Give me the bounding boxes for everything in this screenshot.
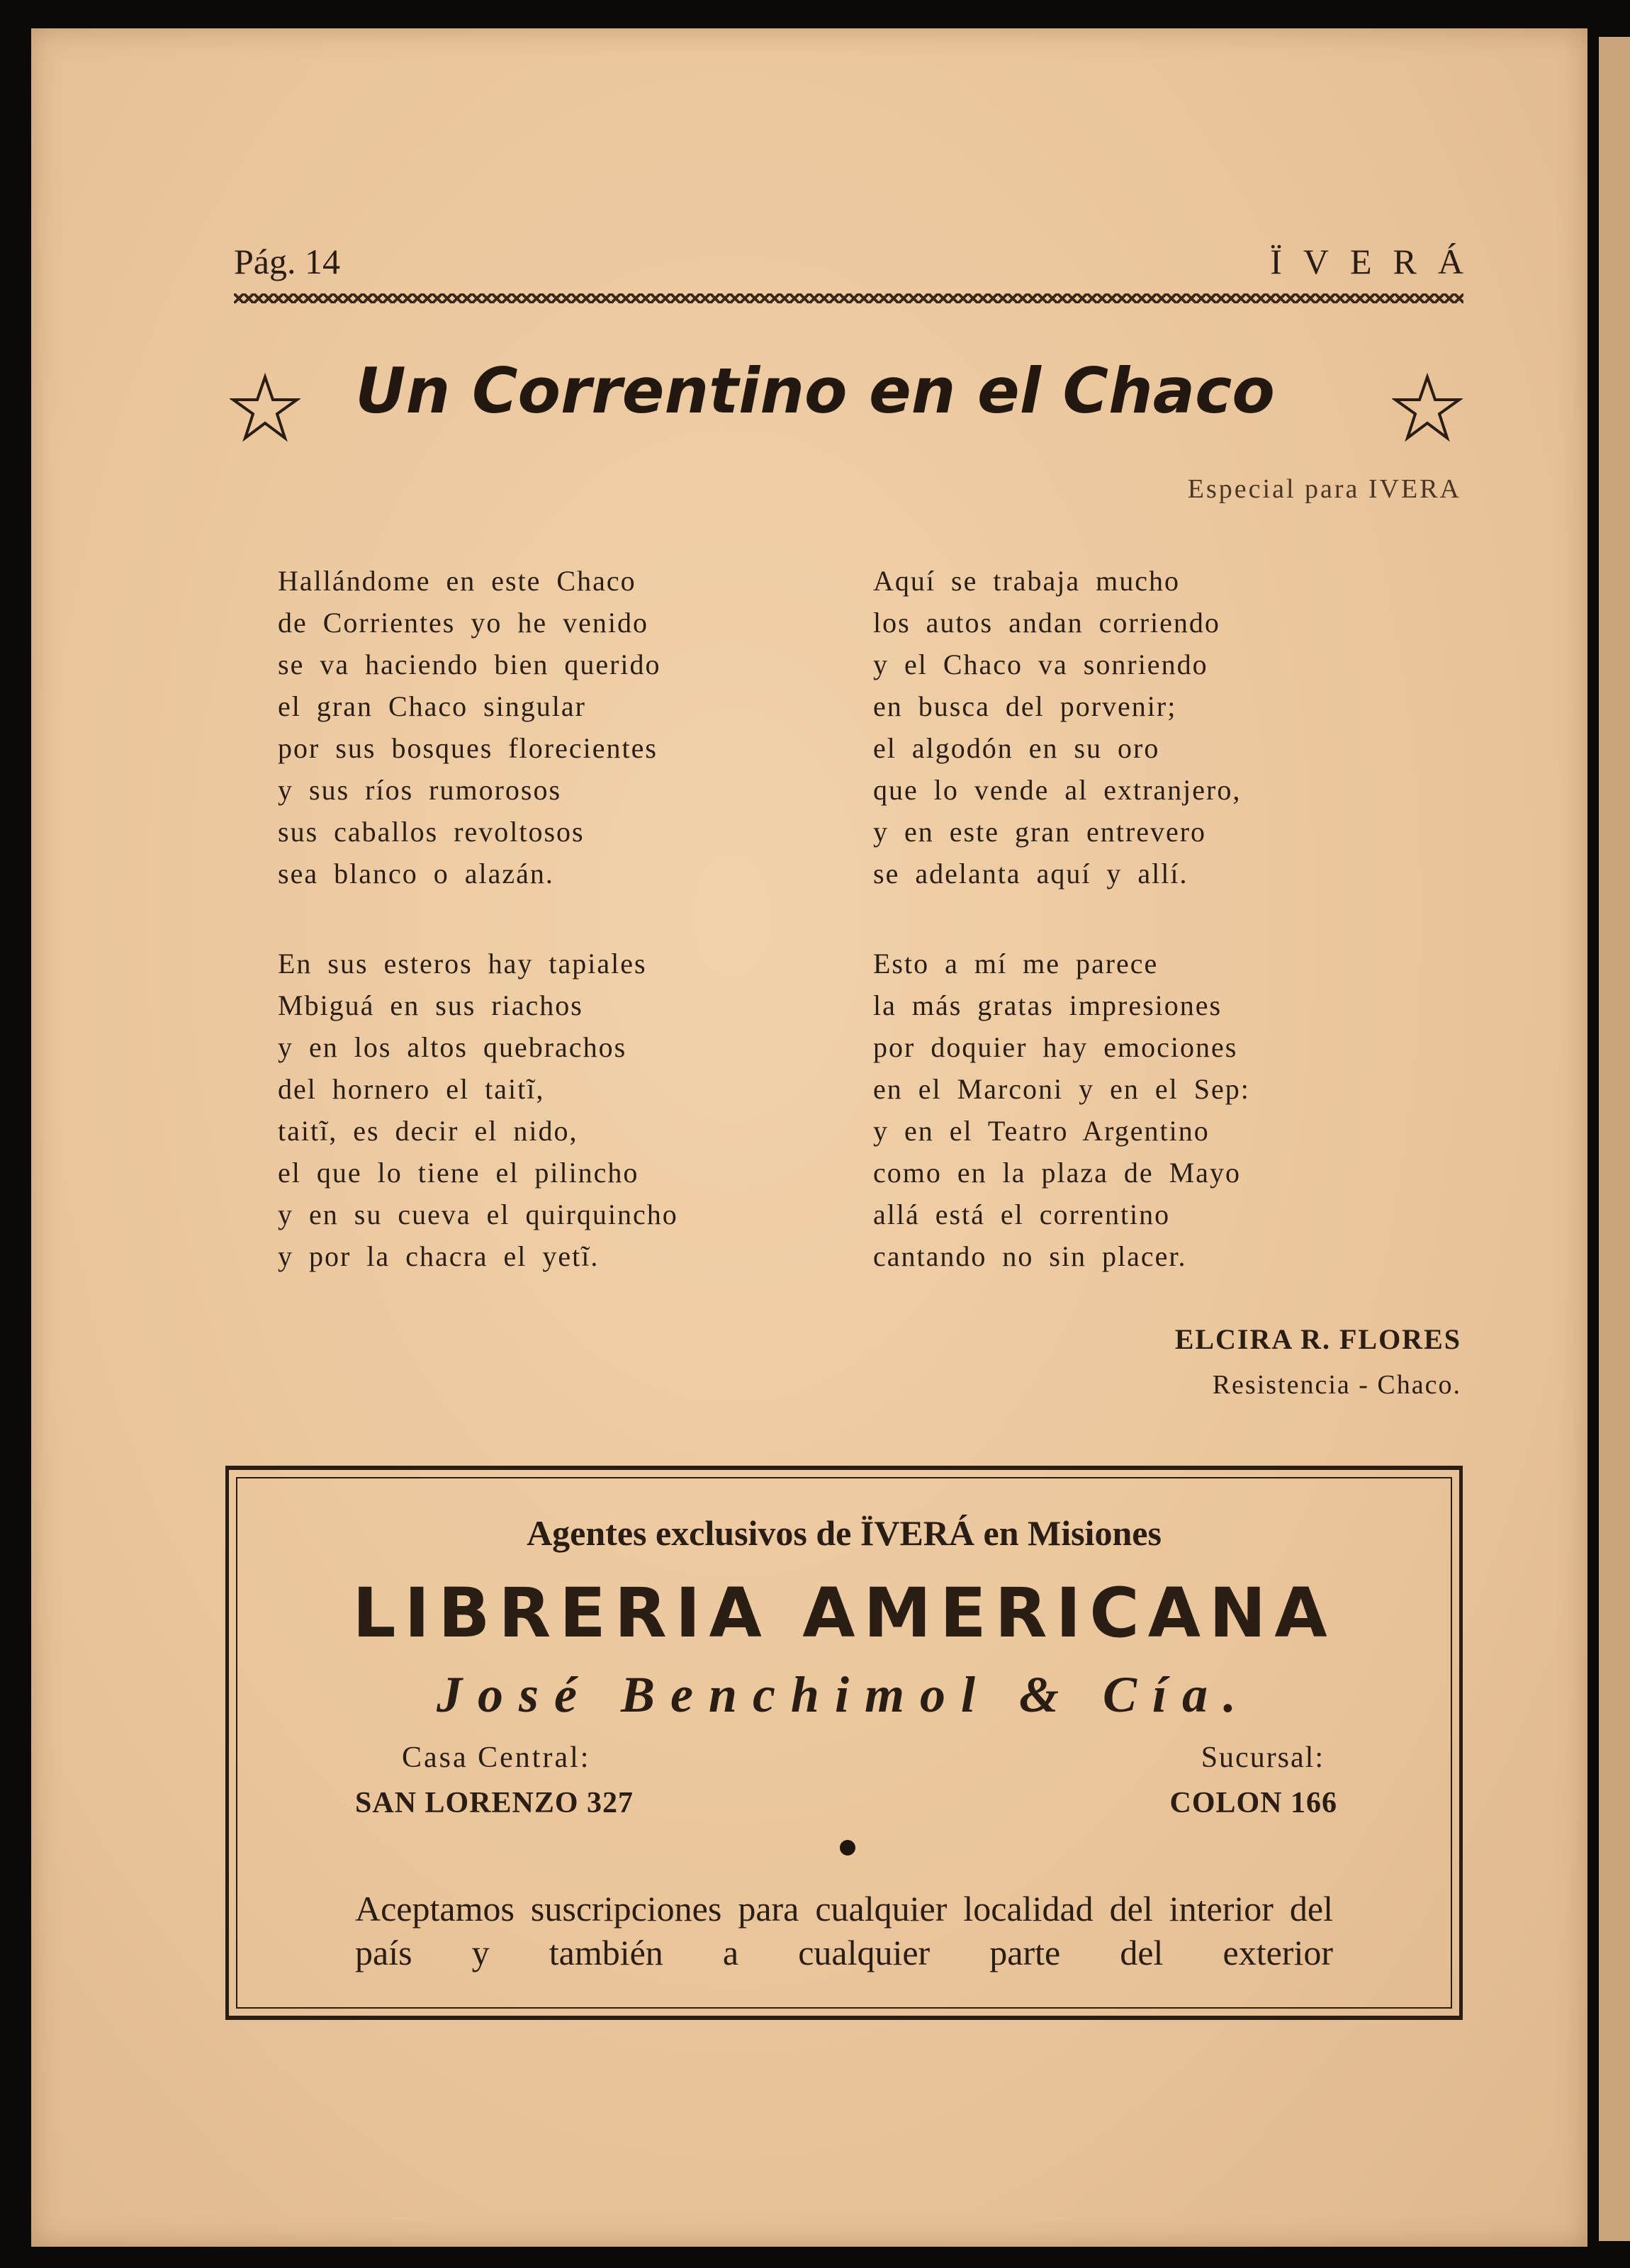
ad-owner-name: José Benchimol & Cía. <box>436 1666 1252 1723</box>
verse-line: Hallándome en este Chaco <box>278 565 636 597</box>
poem-author: ELCIRA R. FLORES <box>1174 1323 1461 1355</box>
advertisement-box <box>225 1466 1463 2020</box>
ad-main-office-label: Casa Central: <box>402 1741 591 1774</box>
poem-title: Un Correntino en el Chaco <box>355 354 1275 427</box>
ad-branch-address: COLON 166 <box>1169 1787 1337 1819</box>
verse-line: sea blanco o alazán. <box>278 858 554 889</box>
verse-line: el que lo tiene el pilincho <box>278 1157 639 1189</box>
ad-agents-heading: Agentes exclusivos de ÏVERÁ en Misiones <box>527 1513 1162 1553</box>
star-outline-icon <box>1392 373 1463 444</box>
zigzag-divider <box>234 293 1463 303</box>
ad-branch-label: Sucursal: <box>1201 1741 1325 1774</box>
verse-line: y en su cueva el quirquincho <box>278 1198 678 1230</box>
author-location: Resistencia - Chaco. <box>1212 1370 1461 1400</box>
verse-line: y en el Teatro Argentino <box>873 1115 1210 1147</box>
verse-line: se va haciendo bien querido <box>278 649 661 680</box>
poem-dedication: Especial para IVERA <box>1187 474 1461 504</box>
verse-line: y sus ríos rumorosos <box>278 774 562 806</box>
verse-line: la más gratas impresiones <box>873 989 1222 1021</box>
verse-line: y por la chacra el yetĩ. <box>278 1240 600 1272</box>
stanza-4 <box>873 943 1250 1277</box>
verse-line: allá está el correntino <box>873 1198 1171 1230</box>
ad-store-name: LIBRERIA AMERICANA <box>352 1573 1336 1653</box>
adjacent-page-edge <box>1599 37 1630 2241</box>
verse-line: y en los altos quebrachos <box>278 1031 627 1063</box>
verse-line: sus caballos revoltosos <box>278 816 585 848</box>
ad-subscription-note: Aceptamos suscripciones para cualquier localidad del interior del país y también a cualquier parte del exterior <box>355 1889 1333 1972</box>
verse-line: cantando no sin placer. <box>873 1240 1187 1272</box>
page-number: Pág. 14 <box>234 242 340 281</box>
verse-line: por sus bosques florecientes <box>278 732 658 764</box>
stanza-2 <box>873 560 1241 894</box>
verse-line: que lo vende al extranjero, <box>873 774 1242 806</box>
verse-line: En sus esteros hay tapiales <box>278 948 647 979</box>
ad-main-office-address: SAN LORENZO 327 <box>355 1787 634 1819</box>
verse-line: como en la plaza de Mayo <box>873 1157 1241 1189</box>
bullet-icon <box>840 1840 855 1856</box>
verse-line: por doquier hay emociones <box>873 1031 1238 1063</box>
verse-line: el gran Chaco singular <box>278 690 586 722</box>
verse-line: los autos andan corriendo <box>873 607 1220 639</box>
verse-line: del hornero el taitĩ, <box>278 1073 545 1105</box>
verse-line: de Corrientes yo he venido <box>278 607 648 639</box>
verse-line: y en este gran entrevero <box>873 816 1207 848</box>
verse-line: el algodón en su oro <box>873 732 1160 764</box>
verse-line: se adelanta aquí y allí. <box>873 858 1188 889</box>
stanza-1 <box>278 560 661 894</box>
verse-line: y el Chaco va sonriendo <box>873 649 1208 680</box>
page-header <box>234 241 1485 284</box>
magazine-title: ÏVERÁ <box>1270 242 1485 281</box>
verse-line: en busca del porvenir; <box>873 690 1177 722</box>
verse-line: Esto a mí me parece <box>873 948 1159 979</box>
verse-line: Mbiguá en sus riachos <box>278 989 583 1021</box>
verse-line: taitĩ, es decir el nido, <box>278 1115 578 1147</box>
verse-line: Aquí se trabaja mucho <box>873 565 1180 597</box>
stanza-3 <box>278 943 678 1277</box>
verse-line: en el Marconi y en el Sep: <box>873 1073 1250 1105</box>
